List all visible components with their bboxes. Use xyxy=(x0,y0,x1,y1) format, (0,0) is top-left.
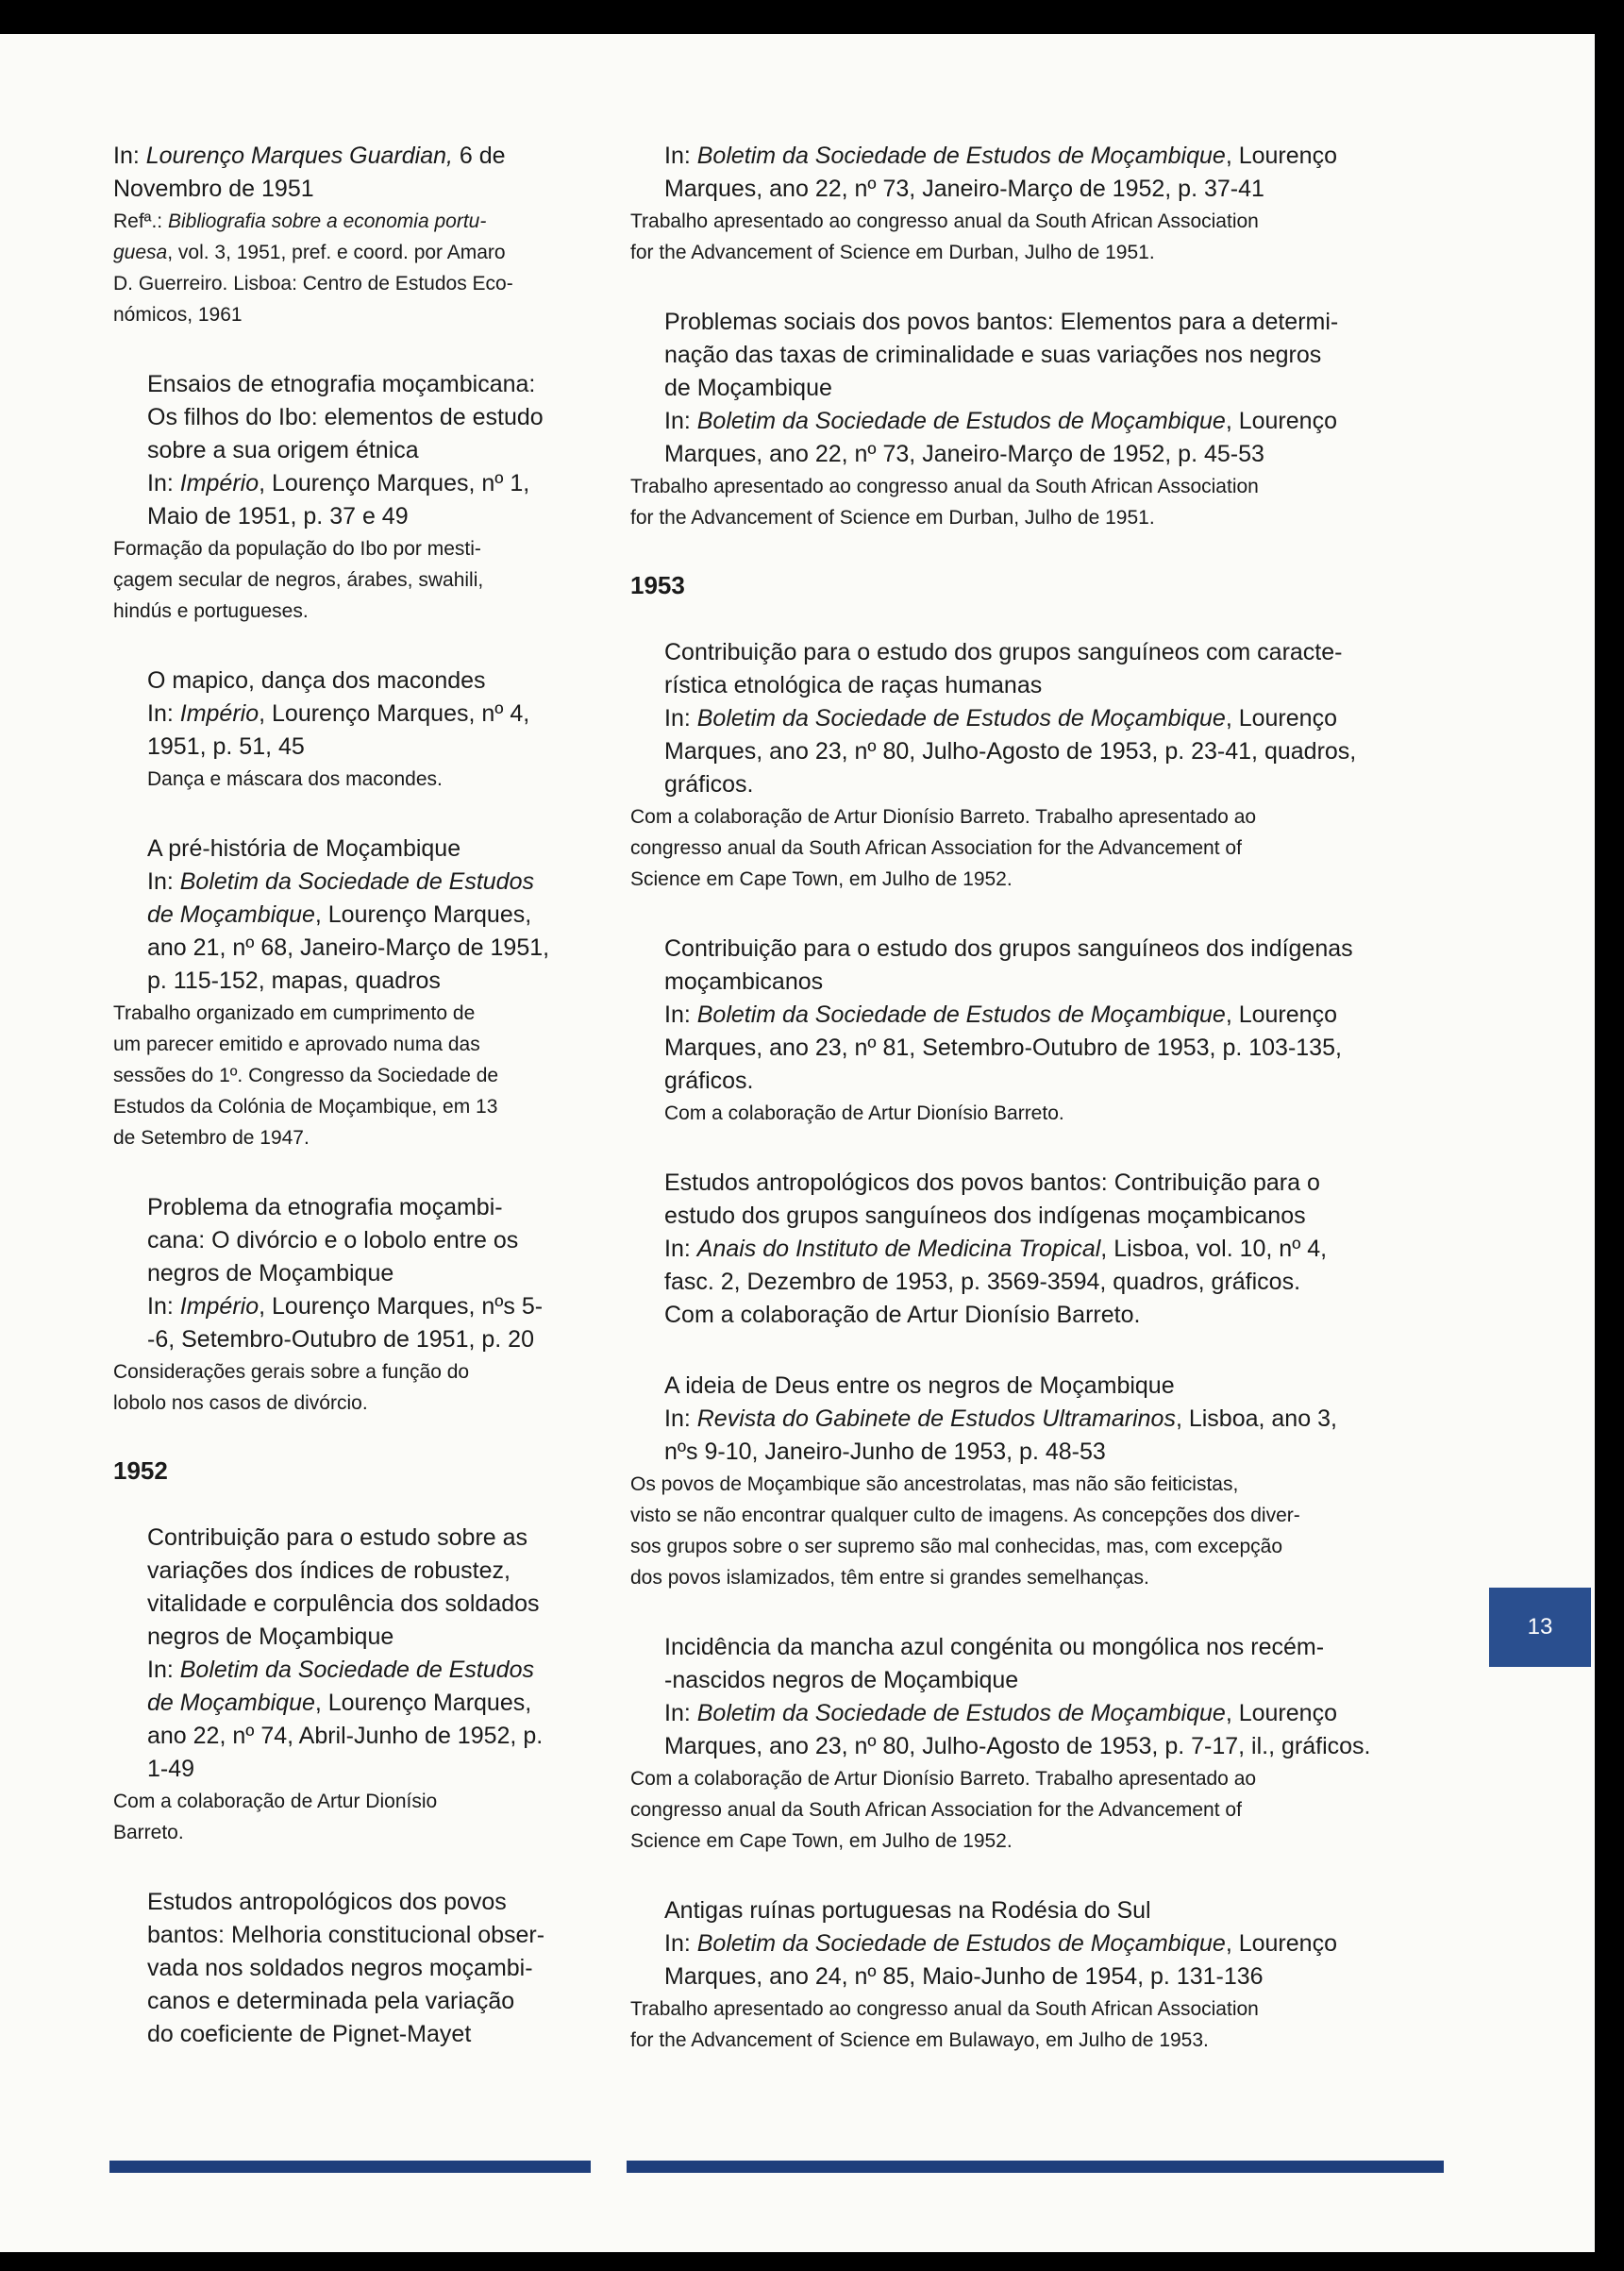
entry-line: gráficos. xyxy=(664,771,754,798)
entry-note-line: Com a colaboração de Artur Dionísio Barreto. Trabalho apresentado ao xyxy=(630,806,1257,828)
entry-line: nação das taxas de criminalidade e suas variações nos negros xyxy=(664,342,1322,368)
entry-note-line: çagem secular de negros, árabes, swahili, xyxy=(113,569,484,591)
document-page xyxy=(0,34,1595,2252)
entry-line: Maio de 1951, p. 37 e 49 xyxy=(147,503,409,530)
entry-line: In: Boletim da Sociedade de Estudos de Moçambique, Lourenço xyxy=(664,408,1337,434)
entry-line: Marques, ano 23, nº 81, Setembro-Outubro de 1953, p. 103-135, xyxy=(664,1035,1342,1061)
bibliography-entry xyxy=(113,1191,590,1419)
entry-line: fasc. 2, Dezembro de 1953, p. 3569-3594, quadros, gráficos. xyxy=(664,1269,1301,1295)
entry-line: In: Boletim da Sociedade de Estudos de Moçambique, Lourenço xyxy=(664,705,1337,732)
entry-line: In: Boletim da Sociedade de Estudos de Moçambique, Lourenço xyxy=(664,1930,1337,1957)
entry-line: In: Boletim da Sociedade de Estudos xyxy=(147,1657,534,1683)
entry-line: de Moçambique, Lourenço Marques, xyxy=(147,901,532,928)
page-number: 13 xyxy=(1527,1614,1553,1640)
entry-line: A ideia de Deus entre os negros de Moçambique xyxy=(664,1372,1175,1399)
entry-line: do coeficiente de Pignet-Mayet xyxy=(147,2021,472,2047)
entry-note-line: de Setembro de 1947. xyxy=(113,1127,310,1149)
bibliography-entry xyxy=(630,140,1451,268)
bibliography-entry xyxy=(113,1522,590,1848)
entry-line: Marques, ano 22, nº 73, Janeiro-Março de 1952, p. 45-53 xyxy=(664,441,1264,467)
entry-line: In: Império, Lourenço Marques, nºs 5- xyxy=(147,1293,544,1320)
entry-note-line: congresso anual da South African Association for the Advancement of xyxy=(630,1799,1242,1821)
bibliography-entry xyxy=(113,1886,590,2051)
bibliography-entry xyxy=(630,636,1451,895)
entry-note-line: Com a colaboração de Artur Dionísio Barreto. Trabalho apresentado ao xyxy=(630,1768,1257,1790)
entry-note-line: Refª.: Bibliografia sobre a economia portu- xyxy=(113,210,487,232)
entry-line: Incidência da mancha azul congénita ou mongólica nos recém- xyxy=(664,1634,1325,1660)
entry-note-line: Trabalho apresentado ao congresso anual da South African Association xyxy=(630,210,1259,232)
entry-note-line: D. Guerreiro. Lisboa: Centro de Estudos Eco- xyxy=(113,273,513,294)
entry-line: In: Lourenço Marques Guardian, 6 de xyxy=(113,143,506,169)
entry-note-line: Science em Cape Town, em Julho de 1952. xyxy=(630,1830,1013,1852)
entry-note-line: hindús e portugueses. xyxy=(113,600,309,622)
entry-note-line: visto se não encontrar qualquer culto de imagens. As concepções dos diver- xyxy=(630,1505,1300,1526)
entry-note-line: Considerações gerais sobre a função do xyxy=(113,1361,470,1383)
entry-line: Problemas sociais dos povos bantos: Elementos para a determi- xyxy=(664,309,1339,335)
entry-note-line: guesa, vol. 3, 1951, pref. e coord. por Amaro xyxy=(113,242,506,263)
entry-line: gráficos. xyxy=(664,1068,754,1094)
entry-note-line: Com a colaboração de Artur Dionísio Barreto. xyxy=(664,1102,1064,1124)
entry-line: Contribuição para o estudo dos grupos sanguíneos com caracte- xyxy=(664,639,1343,665)
year-heading: 1952 xyxy=(113,1456,168,1485)
entry-line: p. 115-152, mapas, quadros xyxy=(147,967,441,994)
entry-note-line: um parecer emitido e aprovado numa das xyxy=(113,1034,480,1055)
entry-note-line: for the Advancement of Science em Durban, Julho de 1951. xyxy=(630,507,1155,529)
entry-note-line: for the Advancement of Science em Durban, Julho de 1951. xyxy=(630,242,1155,263)
bibliography-entry xyxy=(630,1631,1451,1857)
entry-note-line: nómicos, 1961 xyxy=(113,304,243,326)
entry-line: In: Boletim da Sociedade de Estudos xyxy=(147,868,534,895)
entry-note-line: for the Advancement of Science em Bulawayo, em Julho de 1953. xyxy=(630,2029,1209,2051)
entry-note-line: Trabalho organizado em cumprimento de xyxy=(113,1002,476,1024)
bibliography-entry xyxy=(630,306,1451,533)
entry-line: Com a colaboração de Artur Dionísio Barreto. xyxy=(664,1302,1141,1328)
entry-line: nºs 9-10, Janeiro-Junho de 1953, p. 48-53 xyxy=(664,1438,1106,1465)
entry-note-line: Os povos de Moçambique são ancestrolatas, mas não são feiticistas, xyxy=(630,1473,1239,1495)
entry-line: Contribuição para o estudo sobre as xyxy=(147,1524,528,1551)
bibliography-entry xyxy=(630,1894,1451,2056)
entry-note-line: sos grupos sobre o ser supremo são mal conhecidas, mas, com excepção xyxy=(630,1536,1283,1557)
entry-note-line: Science em Cape Town, em Julho de 1952. xyxy=(630,868,1013,890)
entry-line: ano 22, nº 74, Abril-Junho de 1952, p. xyxy=(147,1723,544,1749)
entry-line: vitalidade e corpulência dos soldados xyxy=(147,1590,540,1617)
right-column xyxy=(630,140,1451,2094)
entry-note-line: Com a colaboração de Artur Dionísio xyxy=(113,1791,438,1812)
footer-rule-left xyxy=(109,2161,591,2173)
bibliography-entry xyxy=(113,140,590,330)
entry-line: In: Boletim da Sociedade de Estudos de Moçambique, Lourenço xyxy=(664,143,1337,169)
entry-line: Marques, ano 22, nº 73, Janeiro-Março de 1952, p. 37-41 xyxy=(664,176,1264,202)
entry-line: variações dos índices de robustez, xyxy=(147,1557,511,1584)
entry-line: Marques, ano 24, nº 85, Maio-Junho de 1954, p. 131-136 xyxy=(664,1963,1264,1990)
entry-line: Antigas ruínas portuguesas na Rodésia do Sul xyxy=(664,1897,1151,1924)
entry-note-line: Dança e máscara dos macondes. xyxy=(147,768,443,790)
entry-line: A pré-história de Moçambique xyxy=(147,835,461,862)
entry-line: estudo dos grupos sanguíneos dos indígenas moçambicanos xyxy=(664,1203,1306,1229)
entry-line: canos e determinada pela variação xyxy=(147,1988,515,2014)
entry-line: Novembro de 1951 xyxy=(113,176,314,202)
bibliography-entry xyxy=(630,1167,1451,1332)
entry-line: In: Boletim da Sociedade de Estudos de Moçambique, Lourenço xyxy=(664,1700,1337,1726)
bibliography-entry xyxy=(630,1370,1451,1593)
entry-line: -nascidos negros de Moçambique xyxy=(664,1667,1019,1693)
entry-note-line: Estudos da Colónia de Moçambique, em 13 xyxy=(113,1096,498,1118)
entry-line: In: Revista do Gabinete de Estudos Ultramarinos, Lisboa, ano 3, xyxy=(664,1405,1337,1432)
entry-line: rística etnológica de raças humanas xyxy=(664,672,1043,698)
entry-line: Estudos antropológicos dos povos bantos: Contribuição para o xyxy=(664,1169,1320,1196)
entry-line: In: Anais do Instituto de Medicina Tropical, Lisboa, vol. 10, nº 4, xyxy=(664,1236,1328,1262)
entry-line: cana: O divórcio e o lobolo entre os xyxy=(147,1227,519,1253)
entry-line: sobre a sua origem étnica xyxy=(147,437,419,463)
entry-line: -6, Setembro-Outubro de 1951, p. 20 xyxy=(147,1326,534,1353)
entry-line: Estudos antropológicos dos povos xyxy=(147,1889,507,1915)
entry-line: Os filhos do Ibo: elementos de estudo xyxy=(147,404,544,430)
entry-line: O mapico, dança dos macondes xyxy=(147,667,486,694)
entry-line: de Moçambique, Lourenço Marques, xyxy=(147,1690,532,1716)
entry-note-line: Barreto. xyxy=(113,1822,184,1843)
entry-line: In: Império, Lourenço Marques, nº 1, xyxy=(147,470,530,496)
left-column xyxy=(113,140,590,2089)
entry-note-line: Trabalho apresentado ao congresso anual da South African Association xyxy=(630,476,1259,497)
entry-line: Contribuição para o estudo dos grupos sanguíneos dos indígenas xyxy=(664,935,1353,962)
entry-line: de Moçambique xyxy=(664,375,832,401)
entry-note-line: Formação da população do Ibo por mesti- xyxy=(113,538,481,560)
entry-line: Ensaios de etnografia moçambicana: xyxy=(147,371,536,397)
bibliography-entry xyxy=(630,933,1451,1129)
entry-line: 1-49 xyxy=(147,1756,195,1782)
entry-line: bantos: Melhoria constitucional obser- xyxy=(147,1922,545,1948)
entry-line: 1951, p. 51, 45 xyxy=(147,733,305,760)
entry-line: In: Império, Lourenço Marques, nº 4, xyxy=(147,700,530,727)
entry-line: Marques, ano 23, nº 80, Julho-Agosto de 1953, p. 7-17, il., gráficos. xyxy=(664,1733,1371,1759)
entry-note-line: Trabalho apresentado ao congresso anual da South African Association xyxy=(630,1998,1259,2020)
entry-line: moçambicanos xyxy=(664,968,824,995)
year-heading: 1953 xyxy=(630,571,685,599)
page-number-tab xyxy=(1489,1588,1591,1667)
entry-line: vada nos soldados negros moçambi- xyxy=(147,1955,533,1981)
entry-note-line: lobolo nos casos de divórcio. xyxy=(113,1392,368,1414)
entry-line: Problema da etnografia moçambi- xyxy=(147,1194,503,1220)
footer-rule-right xyxy=(627,2161,1444,2173)
entry-note-line: congresso anual da South African Association for the Advancement of xyxy=(630,837,1242,859)
bibliography-entry xyxy=(113,368,590,627)
bibliography-entry xyxy=(113,833,590,1153)
entry-line: In: Boletim da Sociedade de Estudos de Moçambique, Lourenço xyxy=(664,1001,1337,1028)
entry-line: negros de Moçambique xyxy=(147,1260,394,1287)
bibliography-entry xyxy=(113,664,590,795)
entry-line: ano 21, nº 68, Janeiro-Março de 1951, xyxy=(147,934,550,961)
entry-note-line: dos povos islamizados, têm entre si grandes semelhanças. xyxy=(630,1567,1149,1589)
entry-note-line: sessões do 1º. Congresso da Sociedade de xyxy=(113,1065,499,1086)
entry-line: Marques, ano 23, nº 80, Julho-Agosto de 1953, p. 23-41, quadros, xyxy=(664,738,1357,765)
entry-line: negros de Moçambique xyxy=(147,1623,394,1650)
